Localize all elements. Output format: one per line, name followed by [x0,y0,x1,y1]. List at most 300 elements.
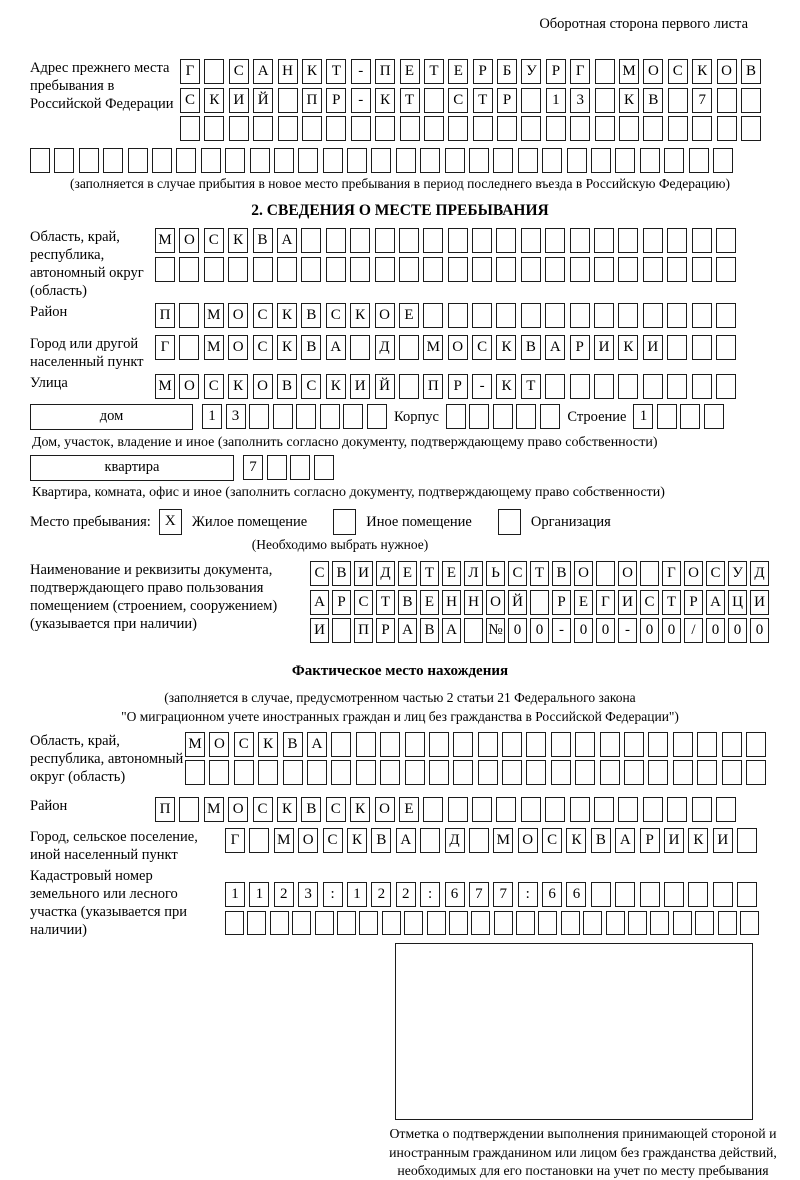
char-cell[interactable] [667,335,687,360]
char-cell[interactable] [551,760,571,785]
char-cell[interactable] [717,116,737,141]
char-cell[interactable]: Р [376,618,395,643]
char-cell[interactable] [692,257,712,282]
char-cell[interactable]: К [277,303,297,328]
char-cell[interactable]: - [552,618,571,643]
char-cell[interactable] [331,732,351,757]
char-cell[interactable] [570,374,590,399]
char-cell[interactable] [290,455,310,480]
char-cell[interactable]: И [310,618,329,643]
char-cell[interactable] [664,882,684,907]
char-cell[interactable]: С [354,590,373,615]
char-cell[interactable] [176,148,196,173]
char-cell[interactable] [496,797,516,822]
char-cell[interactable] [521,257,541,282]
char-cell[interactable]: П [155,797,175,822]
char-cell[interactable]: Н [278,59,298,84]
char-cell[interactable] [551,732,571,757]
char-cell[interactable] [448,116,468,141]
char-cell[interactable] [530,590,549,615]
char-cell[interactable] [545,797,565,822]
char-cell[interactable]: : [323,882,343,907]
char-cell[interactable] [667,797,687,822]
char-cell[interactable]: 0 [728,618,747,643]
char-cell[interactable] [643,797,663,822]
char-cell[interactable] [680,404,700,429]
char-cell[interactable] [502,760,522,785]
char-cell[interactable] [449,911,468,935]
char-cell[interactable] [583,911,602,935]
char-cell[interactable] [740,911,759,935]
char-cell[interactable] [596,561,615,586]
char-cell[interactable]: В [332,561,351,586]
char-cell[interactable]: А [277,228,297,253]
char-cell[interactable] [567,148,587,173]
char-cell[interactable]: И [750,590,769,615]
char-cell[interactable] [420,828,440,853]
char-cell[interactable]: О [179,374,199,399]
char-cell[interactable] [472,228,492,253]
char-cell[interactable]: А [326,335,346,360]
char-cell[interactable]: 7 [692,88,712,113]
char-cell[interactable]: 1 [633,404,653,429]
char-cell[interactable]: М [493,828,513,853]
char-cell[interactable]: Т [326,59,346,84]
char-cell[interactable]: 0 [530,618,549,643]
char-cell[interactable] [469,828,489,853]
char-cell[interactable]: Е [400,59,420,84]
char-cell[interactable]: 1 [249,882,269,907]
char-cell[interactable]: М [155,374,175,399]
char-cell[interactable] [274,148,294,173]
char-cell[interactable] [446,404,466,429]
char-cell[interactable]: О [253,374,273,399]
char-cell[interactable]: Р [552,590,571,615]
char-cell[interactable]: Д [376,561,395,586]
char-cell[interactable]: В [301,303,321,328]
char-cell[interactable] [526,732,546,757]
char-cell[interactable]: Д [445,828,465,853]
char-cell[interactable] [618,257,638,282]
char-cell[interactable]: 3 [570,88,590,113]
char-cell[interactable]: А [442,618,461,643]
char-cell[interactable]: Р [473,59,493,84]
char-cell[interactable]: М [155,228,175,253]
char-cell[interactable] [516,404,536,429]
char-cell[interactable] [624,760,644,785]
char-cell[interactable] [722,760,742,785]
char-cell[interactable]: С [204,228,224,253]
char-cell[interactable]: С [542,828,562,853]
char-cell[interactable] [716,374,736,399]
char-cell[interactable]: П [423,374,443,399]
char-cell[interactable] [423,228,443,253]
char-cell[interactable]: А [706,590,725,615]
char-cell[interactable] [624,732,644,757]
char-cell[interactable] [247,911,266,935]
char-cell[interactable]: С [253,303,273,328]
char-cell[interactable] [448,228,468,253]
char-cell[interactable]: Е [448,59,468,84]
char-cell[interactable] [594,374,614,399]
char-cell[interactable]: Т [424,59,444,84]
char-cell[interactable]: М [204,797,224,822]
char-cell[interactable] [643,303,663,328]
char-cell[interactable]: О [209,732,229,757]
char-cell[interactable] [337,911,356,935]
char-cell[interactable]: Р [570,335,590,360]
char-cell[interactable]: А [545,335,565,360]
char-cell[interactable] [640,882,660,907]
char-cell[interactable] [54,148,74,173]
char-cell[interactable]: М [423,335,443,360]
char-cell[interactable] [595,59,615,84]
char-cell[interactable]: Й [375,374,395,399]
char-cell[interactable]: И [354,561,373,586]
char-cell[interactable] [546,116,566,141]
char-cell[interactable]: С [204,374,224,399]
char-cell[interactable] [315,911,334,935]
char-cell[interactable]: Т [376,590,395,615]
char-cell[interactable] [179,257,199,282]
char-cell[interactable]: Р [546,59,566,84]
char-cell[interactable]: № [486,618,505,643]
char-cell[interactable]: О [643,59,663,84]
char-cell[interactable] [692,228,712,253]
char-cell[interactable] [375,228,395,253]
char-cell[interactable] [326,257,346,282]
char-cell[interactable] [473,116,493,141]
char-cell[interactable]: Г [596,590,615,615]
char-cell[interactable]: П [354,618,373,643]
char-cell[interactable]: В [301,797,321,822]
char-cell[interactable] [331,760,351,785]
char-cell[interactable] [350,228,370,253]
char-cell[interactable]: О [574,561,593,586]
char-cell[interactable]: К [258,732,278,757]
char-cell[interactable]: Д [750,561,769,586]
char-cell[interactable]: Г [225,828,245,853]
char-cell[interactable]: О [228,797,248,822]
char-cell[interactable] [400,116,420,141]
char-cell[interactable] [643,374,663,399]
char-cell[interactable]: С [323,828,343,853]
char-cell[interactable]: С [448,88,468,113]
char-cell[interactable] [307,760,327,785]
char-cell[interactable]: 2 [274,882,294,907]
char-cell[interactable] [591,148,611,173]
char-cell[interactable] [516,911,535,935]
char-cell[interactable] [722,732,742,757]
char-cell[interactable] [204,116,224,141]
char-cell[interactable]: Т [662,590,681,615]
char-cell[interactable] [643,228,663,253]
char-cell[interactable]: В [741,59,761,84]
char-cell[interactable]: Р [684,590,703,615]
char-cell[interactable]: Ц [728,590,747,615]
char-cell[interactable]: А [615,828,635,853]
char-cell[interactable] [423,797,443,822]
char-cell[interactable]: И [713,828,733,853]
char-cell[interactable] [618,228,638,253]
char-cell[interactable] [606,911,625,935]
char-cell[interactable] [570,228,590,253]
char-cell[interactable]: П [302,88,322,113]
char-cell[interactable] [249,404,269,429]
char-cell[interactable]: К [496,335,516,360]
char-cell[interactable] [448,797,468,822]
char-cell[interactable]: 0 [750,618,769,643]
char-cell[interactable] [225,148,245,173]
char-cell[interactable] [692,335,712,360]
char-cell[interactable] [692,303,712,328]
char-cell[interactable]: - [472,374,492,399]
char-cell[interactable]: М [204,303,224,328]
char-cell[interactable]: В [283,732,303,757]
char-cell[interactable] [713,148,733,173]
char-cell[interactable] [502,732,522,757]
char-cell[interactable]: 1 [546,88,566,113]
char-cell[interactable]: С [229,59,249,84]
char-cell[interactable]: Е [420,590,439,615]
char-cell[interactable]: Й [253,88,273,113]
char-cell[interactable]: В [643,88,663,113]
char-cell[interactable]: Р [448,374,468,399]
char-cell[interactable]: - [351,88,371,113]
char-cell[interactable]: Н [464,590,483,615]
char-cell[interactable]: В [420,618,439,643]
char-cell[interactable]: 0 [706,618,725,643]
char-cell[interactable] [359,911,378,935]
char-cell[interactable] [570,303,590,328]
char-cell[interactable] [545,374,565,399]
char-cell[interactable] [594,303,614,328]
char-cell[interactable] [494,911,513,935]
char-cell[interactable]: А [310,590,329,615]
char-cell[interactable] [448,257,468,282]
char-cell[interactable] [445,148,465,173]
char-cell[interactable] [521,116,541,141]
char-cell[interactable]: В [253,228,273,253]
char-cell[interactable] [270,911,289,935]
char-cell[interactable]: С [472,335,492,360]
char-cell[interactable]: Г [662,561,681,586]
char-cell[interactable]: 7 [493,882,513,907]
char-cell[interactable] [30,148,50,173]
char-cell[interactable] [673,732,693,757]
char-cell[interactable]: Й [508,590,527,615]
char-cell[interactable] [278,88,298,113]
char-cell[interactable]: И [618,590,637,615]
char-cell[interactable] [717,88,737,113]
char-cell[interactable] [741,88,761,113]
char-cell[interactable]: Г [570,59,590,84]
char-cell[interactable] [594,228,614,253]
char-cell[interactable]: И [664,828,684,853]
char-cell[interactable] [695,911,714,935]
char-cell[interactable] [128,148,148,173]
char-cell[interactable]: : [420,882,440,907]
char-cell[interactable] [278,116,298,141]
char-cell[interactable]: О [228,303,248,328]
char-cell[interactable]: О [684,561,703,586]
char-cell[interactable] [538,911,557,935]
char-cell[interactable]: В [552,561,571,586]
char-cell[interactable]: О [298,828,318,853]
char-cell[interactable] [258,760,278,785]
char-cell[interactable] [692,116,712,141]
char-cell[interactable] [521,88,541,113]
char-cell[interactable] [356,732,376,757]
char-cell[interactable] [521,797,541,822]
char-cell[interactable] [496,228,516,253]
char-cell[interactable]: П [155,303,175,328]
char-cell[interactable]: Е [398,561,417,586]
char-cell[interactable] [103,148,123,173]
char-cell[interactable] [301,228,321,253]
char-cell[interactable]: Д [375,335,395,360]
char-cell[interactable]: Л [464,561,483,586]
char-cell[interactable]: Т [521,374,541,399]
char-cell[interactable]: С [253,335,273,360]
char-cell[interactable] [332,618,351,643]
char-cell[interactable]: А [307,732,327,757]
char-cell[interactable]: О [375,797,395,822]
char-cell[interactable] [615,882,635,907]
char-cell[interactable] [478,760,498,785]
char-cell[interactable]: А [253,59,273,84]
char-cell[interactable]: В [301,335,321,360]
char-cell[interactable] [575,760,595,785]
char-cell[interactable] [283,760,303,785]
char-cell[interactable] [496,303,516,328]
char-cell[interactable] [472,257,492,282]
char-cell[interactable] [179,303,199,328]
char-cell[interactable] [225,911,244,935]
char-cell[interactable]: И [229,88,249,113]
char-cell[interactable]: К [350,303,370,328]
char-cell[interactable]: М [185,732,205,757]
char-cell[interactable] [497,116,517,141]
char-cell[interactable]: С [180,88,200,113]
char-cell[interactable]: 1 [225,882,245,907]
char-cell[interactable] [561,911,580,935]
char-cell[interactable]: Н [442,590,461,615]
char-cell[interactable]: 3 [226,404,246,429]
char-cell[interactable]: Г [180,59,200,84]
char-cell[interactable] [152,148,172,173]
char-cell[interactable]: К [619,88,639,113]
char-cell[interactable]: 1 [347,882,367,907]
char-cell[interactable] [657,404,677,429]
char-cell[interactable] [471,911,490,935]
char-cell[interactable]: Р [332,590,351,615]
char-cell[interactable] [618,374,638,399]
char-cell[interactable] [521,228,541,253]
char-cell[interactable] [469,148,489,173]
char-cell[interactable] [326,228,346,253]
char-cell[interactable] [688,882,708,907]
char-cell[interactable] [273,404,293,429]
char-cell[interactable]: С [301,374,321,399]
char-cell[interactable] [204,257,224,282]
char-cell[interactable] [343,404,363,429]
char-cell[interactable]: Р [497,88,517,113]
char-cell[interactable] [326,116,346,141]
char-cell[interactable] [595,116,615,141]
char-cell[interactable]: С [706,561,725,586]
char-cell[interactable]: В [277,374,297,399]
char-cell[interactable] [600,732,620,757]
char-cell[interactable]: О [486,590,505,615]
char-cell[interactable] [716,228,736,253]
char-cell[interactable] [350,335,370,360]
char-cell[interactable] [253,257,273,282]
char-cell[interactable] [267,455,287,480]
char-cell[interactable] [716,797,736,822]
char-cell[interactable] [570,257,590,282]
char-cell[interactable]: К [688,828,708,853]
char-cell[interactable] [209,760,229,785]
char-cell[interactable]: С [326,303,346,328]
char-cell[interactable] [423,303,443,328]
char-cell[interactable] [472,303,492,328]
char-cell[interactable]: Е [442,561,461,586]
char-cell[interactable] [493,148,513,173]
char-cell[interactable]: М [204,335,224,360]
char-cell[interactable] [545,257,565,282]
char-cell[interactable] [540,404,560,429]
char-cell[interactable] [667,228,687,253]
char-cell[interactable] [521,303,541,328]
char-cell[interactable] [545,303,565,328]
char-cell[interactable] [380,732,400,757]
char-cell[interactable]: Е [399,797,419,822]
char-cell[interactable] [741,116,761,141]
char-cell[interactable] [472,797,492,822]
char-cell[interactable]: А [396,828,416,853]
char-cell[interactable] [180,116,200,141]
char-cell[interactable] [185,760,205,785]
char-cell[interactable] [667,257,687,282]
char-cell[interactable] [429,732,449,757]
char-cell[interactable]: К [347,828,367,853]
char-cell[interactable] [496,257,516,282]
char-cell[interactable] [234,760,254,785]
char-cell[interactable]: 6 [445,882,465,907]
stay-type-checkbox-other[interactable] [333,509,356,535]
char-cell[interactable]: Р [326,88,346,113]
char-cell[interactable] [464,618,483,643]
char-cell[interactable] [542,148,562,173]
char-cell[interactable]: О [179,228,199,253]
char-cell[interactable]: С [310,561,329,586]
char-cell[interactable]: 6 [566,882,586,907]
char-cell[interactable]: В [591,828,611,853]
char-cell[interactable] [668,116,688,141]
char-cell[interactable]: / [684,618,703,643]
char-cell[interactable] [396,148,416,173]
char-cell[interactable]: Г [155,335,175,360]
char-cell[interactable] [713,882,733,907]
char-cell[interactable] [277,257,297,282]
char-cell[interactable]: 3 [298,882,318,907]
char-cell[interactable]: К [204,88,224,113]
char-cell[interactable]: К [228,228,248,253]
char-cell[interactable] [453,760,473,785]
char-cell[interactable]: 0 [596,618,615,643]
char-cell[interactable] [718,911,737,935]
